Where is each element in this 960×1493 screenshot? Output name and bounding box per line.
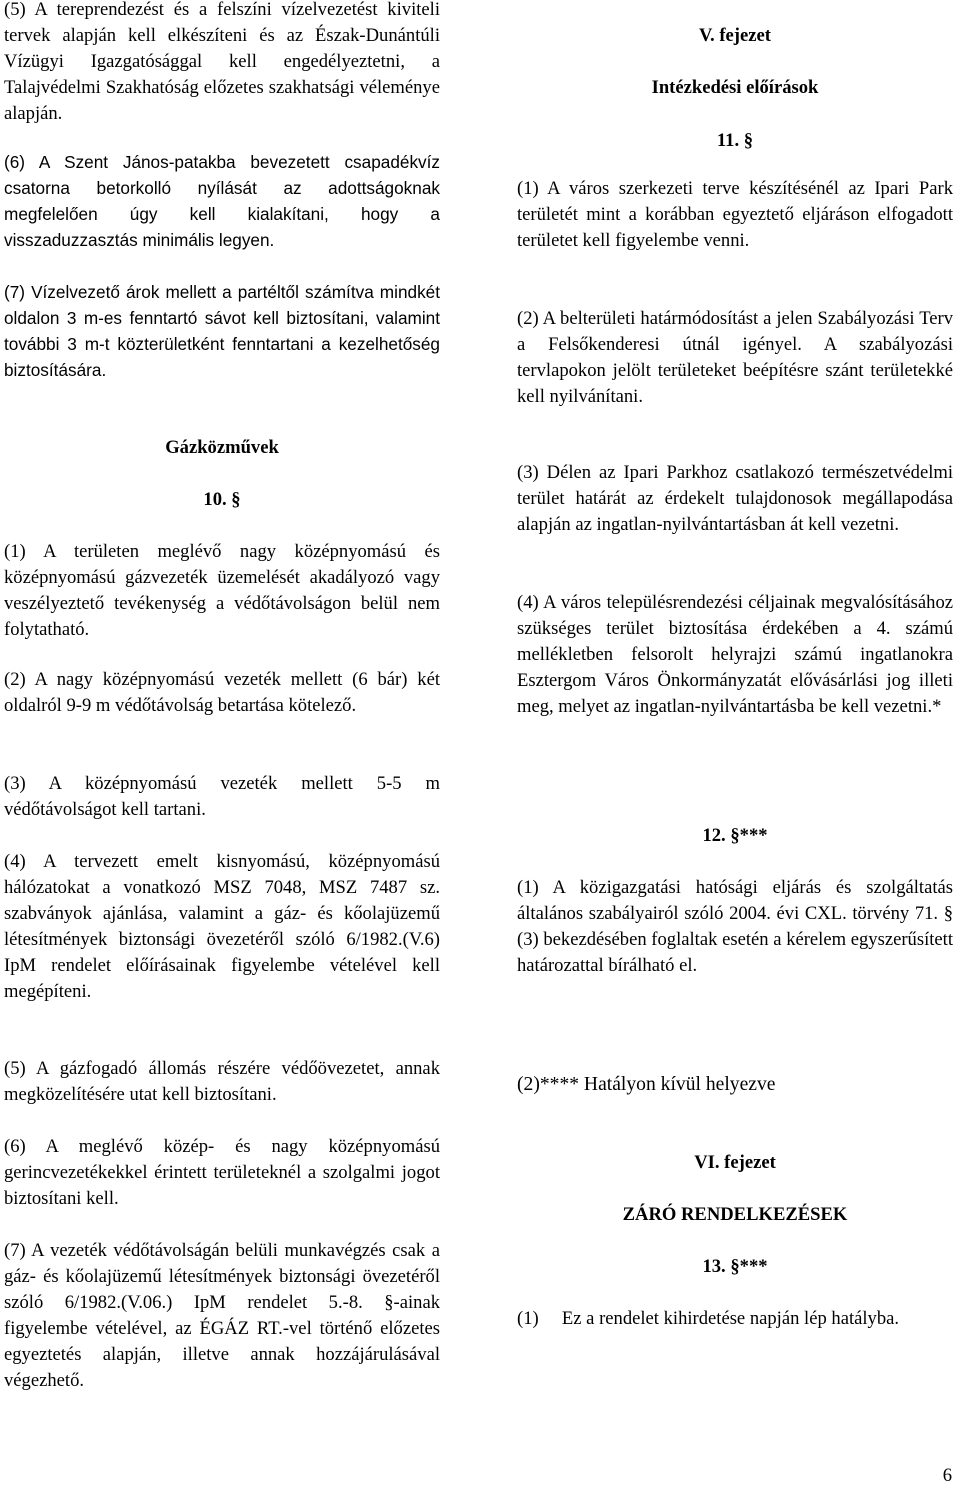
gas-paragraph-3: (3) A középnyomású vezeték mellett 5-5 m védőtávolságot kell tartani. [4,773,440,820]
section-12-paragraph-2-repealed: (2)**** Hatályon kívül helyezve [517,1074,776,1095]
section-11-paragraph-3: (3) Délen az Ipari Parkhoz csatlakozó természetvédelmi terület határát az érdekelt tulajdonosok megállapodása alapján az ingatlan-nyilvántartásban át kell vezetni. [517,462,953,535]
gas-utilities-heading: Gázközművek [165,437,279,458]
section-11-heading: 11. § [716,130,754,151]
section-11-paragraph-2: (2) A belterületi határmódosítást a jelen Szabályozási Terv a Felsőkenderesi útnál igényel. A szabályozási tervlapokon jelölt területeket beépítésre szánt területekké kell nyilvánítani. [517,308,953,407]
gas-paragraph-6: (6) A meglévő közép- és nagy középnyomású gerincvezetékekkel érintett területeknél a szolgalmi jogot biztosítani kell. [4,1136,440,1209]
page-number: 6 [942,1465,952,1486]
section-10-heading: 10. § [203,489,241,510]
gas-paragraph-4: (4) A tervezett emelt kisnyomású, középnyomású hálózatokat a vonatkozó MSZ 7048, MSZ 7487 sz. szabványok ajánlása, valamint a gáz- és kőolajüzemű létesítmények biztonsági övezetéről szóló 6/1982.(V.6) IpM rendelet előírásainak figyelembe vételével kell megépíteni. [4,851,440,1002]
section-11-paragraph-4: (4) A város településrendezési céljainak megvalósításához szükséges terület biztosítása érdekében a 4. számú mellékletben felsorolt helyrajzi számú ingatlanokra Esztergom Város Önkormányzatát elővásárlási jog illeti meg, melyet az ingatlan-nyilvántartásba be kell vezetni.* [517,592,953,717]
gas-paragraph-1: (1) A területen meglévő nagy középnyomású és középnyomású gázvezeték üzemelését akadályozó vagy veszélyeztető tevékenység a védőtávolságon belül nem folytatható. [4,541,440,640]
section-13-paragraph-1: (1) Ez a rendelet kihirdetése napján lép hatályba. [517,1308,900,1329]
section-11-paragraph-1: (1) A város szerkezeti terve készítésénél az Ipari Park területét mint a korábban egyeztető eljáráson elfogadott területet kell figyelembe venni. [517,178,953,251]
section-13-heading: 13. §*** [702,1256,768,1277]
paragraph-7-drainage-ditch: (7) Vízelvezető árok mellett a partéltől számítva mindkét oldalon 3 m-es fenntartó sávot kell biztosítani, valamint további 3 m-t közterületként fenntartani a kezelhetőség biztosítására. [4,282,440,380]
chapter-vi-heading: VI. fejezet [694,1152,776,1173]
paragraph-5-water-drainage: (5) A tereprendezést és a felszíni vízelvezetést kiviteli tervek alapján kell elkészíteni és az Észak-Dunántúli Vízügyi Igazgatósággal kell engedélyeztetni, a Talajvédelmi Szakhatóság előzetes szakhatsági véleménye alapján. [4,0,440,124]
gas-paragraph-2: (2) A nagy középnyomású vezeték mellett (6 bár) két oldalról 9-9 m védőtávolság betartása kötelező. [4,669,440,716]
gas-paragraph-5: (5) A gázfogadó állomás részére védőövezetet, annak megközelítésére utat kell biztosítani. [4,1058,440,1105]
chapter-v-title: Intézkedési előírások [651,77,819,98]
chapter-v-heading: V. fejezet [699,25,771,46]
chapter-vi-title: ZÁRÓ RENDELKEZÉSEK [622,1204,848,1225]
section-12-paragraph-1: (1) A közigazgatási hatósági eljárás és szolgáltatás általános szabályairól szóló 2004. évi CXL. törvény 71. § (3) bekezdésében foglaltak esetén a kérelem egyszerűsített határozattal bírálható el. [517,877,953,976]
section-12-heading: 12. §*** [702,825,768,846]
gas-paragraph-7: (7) A vezeték védőtávolságán belüli munkavégzés csak a gáz- és kőolajüzemű létesítmények biztonsági övezetéről szóló 6/1982.(V.06.) IpM rendelet 5.-8. §-ainak figyelembe vételével, az ÉGÁZ RT.-vel történő előzetes egyeztetés alapján, illetve annak hozzájárulásával végezhető. [4,1240,440,1391]
paragraph-6-szent-janos-creek: (6) A Szent János-patakba bevezetett csapadékvíz csatorna betorkolló nyílását az adottságoknak megfelelően úgy kell kialakítani, hogy a visszaduzzasztás minimális legyen. [4,152,440,250]
